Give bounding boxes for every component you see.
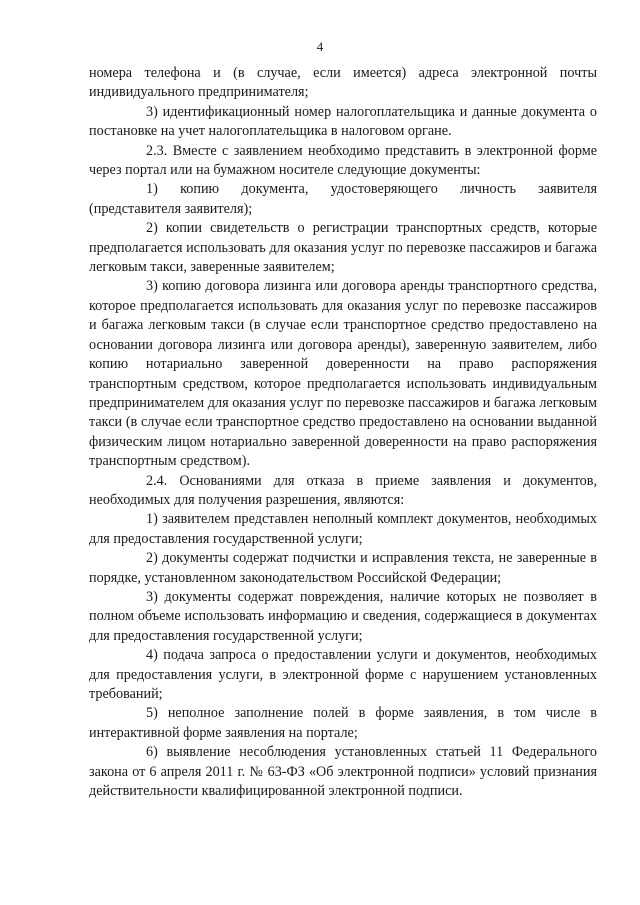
- paragraph-2-3-item-2: 2) копии свидетельств о регистрации транспортных средств, которые предполагается использовать для оказания услуг по перевозке пассажиров и багажа легковым такси, заверенные заявителем;: [89, 220, 597, 276]
- paragraph-2-3: 2.3. Вместе с заявлением необходимо представить в электронной форме через портал или на бумажном носителе следующие документы:: [89, 142, 597, 179]
- paragraph-2-4-item-5: 5) неполное заполнение полей в форме заявления, в том числе в интерактивной форме заявления на портале;: [89, 705, 597, 741]
- document-body: [89, 64, 597, 801]
- paragraph-2-3-item-1: 1) копию документа, удостоверяющего личность заявителя (представителя заявителя);: [89, 181, 597, 217]
- paragraph-item-3-inn: 3) идентификационный номер налогоплательщика и данные документа о постановке на учет налогоплательщика в налоговом органе.: [89, 103, 597, 140]
- paragraph-continuation: номера телефона и (в случае, если имеется) адреса электронной почты индивидуального предпринимателя;: [89, 65, 597, 101]
- paragraph-2-4-item-3: 3) документы содержат повреждения, наличие которых не позволяет в полном объеме использовать информацию и сведения, содержащиеся в документах для предоставления государственной услуги;: [89, 588, 597, 644]
- paragraph-2-4-item-1: 1) заявителем представлен неполный комплект документов, необходимых для предоставления государственной услуги;: [89, 511, 597, 547]
- paragraph-2-4: 2.4. Основаниями для отказа в приеме заявления и документов, необходимых для получения разрешения, являются:: [89, 472, 597, 508]
- page-number: 4: [316, 39, 324, 54]
- paragraph-2-4-item-2: 2) документы содержат подчистки и исправления текста, не заверенные в порядке, установленном законодательством Российской Федерации;: [89, 550, 597, 586]
- paragraph-2-3-item-3: 3) копию договора лизинга или договора аренды транспортного средства, которое предполагается использовать для оказания услуг по перевозке пассажиров и багажа легковым такси (в случае если транспортное средство предоставлено на основании договора лизинга или договора аренды), заверенную заявителем, либо копию нотариально заверенной доверенности на право распоряжения транспортным средством, которое предполагается использовать индивидуальным предпринимателем для оказания услуг по перевозке пассажиров и багажа легковым такси (в случае если транспортное средство предоставлено на основании выданной физическим лицом нотариально заверенной доверенности на право распоряжения транспортным средством).: [89, 278, 597, 470]
- paragraph-2-4-item-4: 4) подача запроса о предоставлении услуги и документов, необходимых для предоставления услуги, в электронной форме с нарушением установленных требований;: [89, 647, 597, 702]
- paragraph-2-4-item-6: 6) выявление несоблюдения установленных статьей 11 Федерального закона от 6 апреля 2011 г. № 63-ФЗ «Об электронной подписи» условий признания действительности квалифицированной электронной подписи.: [89, 744, 597, 800]
